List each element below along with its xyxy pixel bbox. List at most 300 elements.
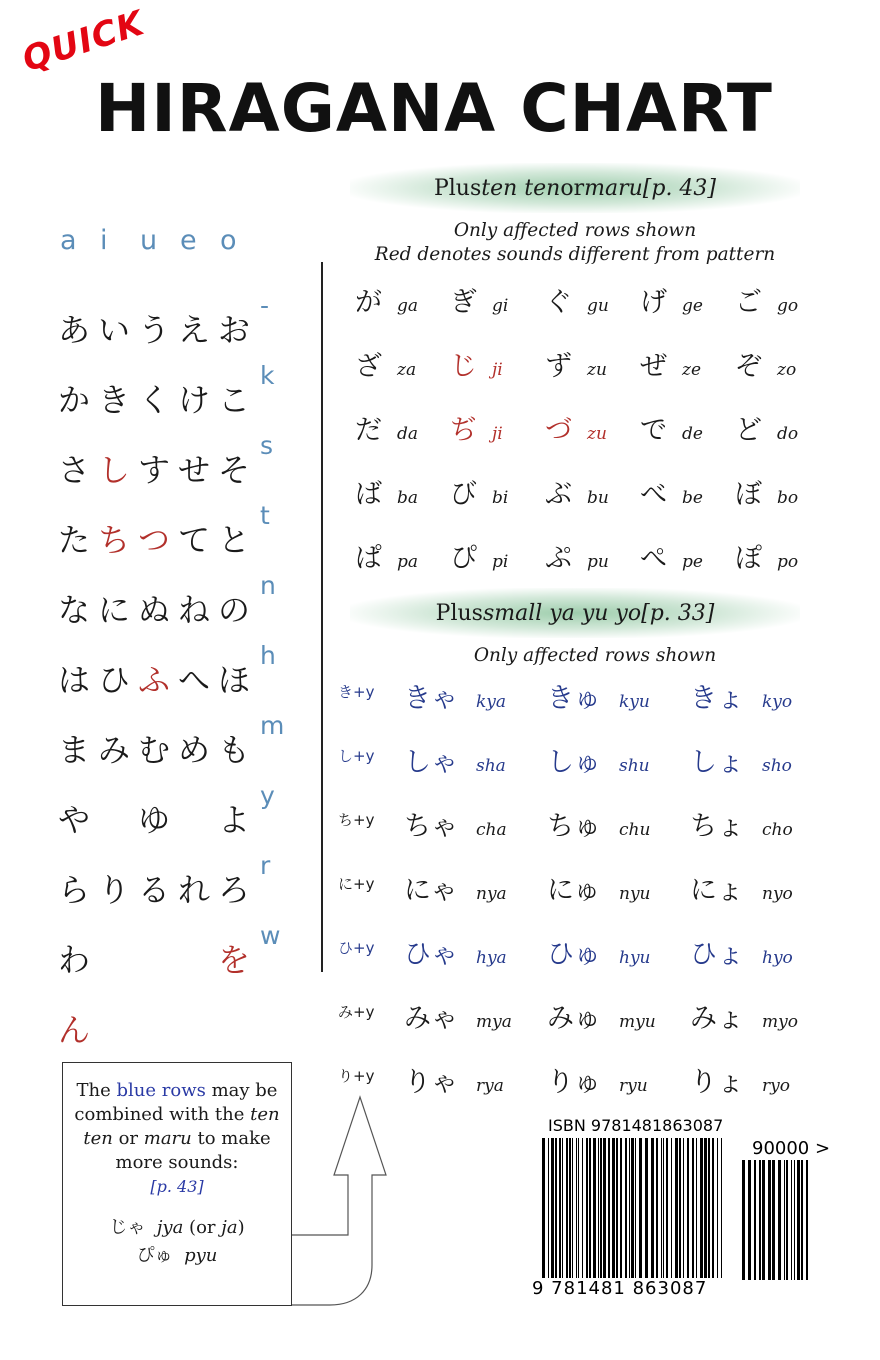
dakuten-kana: ぴ — [450, 543, 477, 574]
barcode-bar — [598, 1138, 599, 1278]
youon-header-pre: Plus — [435, 600, 483, 626]
dakuten-romaji: ji — [492, 424, 503, 444]
dakuten-kana: ぽ — [735, 543, 762, 574]
dakuten-cell — [545, 472, 640, 522]
youon-cell — [404, 868, 547, 907]
barcode-bar — [754, 1160, 756, 1280]
youon-kana: ちゅ — [547, 811, 601, 842]
dakuten-cell — [450, 472, 545, 522]
youon-note: Only affected rows shown — [473, 645, 717, 666]
dakuten-kana: ぞ — [735, 351, 762, 382]
barcode-bar — [762, 1160, 765, 1280]
kana-cell: ら — [58, 871, 91, 909]
consonant-label: - — [260, 291, 270, 320]
barcode-bar — [692, 1138, 694, 1278]
note-box-examples — [63, 1214, 291, 1270]
youon-kana: ちょ — [690, 811, 744, 842]
note-ex1-close: ) — [237, 1217, 245, 1238]
kana-cell: け — [178, 381, 211, 419]
arrow-icon — [290, 1085, 400, 1315]
barcode-bar — [631, 1138, 634, 1278]
empty-cell — [98, 1005, 138, 1055]
barcode-bar — [572, 1138, 573, 1278]
dakuten-romaji: ge — [682, 296, 703, 316]
note-blue-rows: blue rows — [116, 1080, 206, 1101]
isbn-number: 9 781481 863087 — [532, 1278, 708, 1299]
youon-cell — [404, 676, 547, 715]
youon-romaji: rya — [476, 1076, 504, 1096]
youon-romaji: ryo — [762, 1076, 790, 1096]
dakuten-note-line2: Red denotes sounds different from pattern — [374, 244, 776, 265]
dakuten-kana: べ — [640, 479, 667, 510]
kana-cell: か — [58, 381, 91, 419]
dakuten-romaji: bo — [777, 488, 799, 508]
kana-cell: さ — [58, 451, 91, 489]
barcode-bar — [578, 1138, 579, 1278]
youon-kana: しゃ — [404, 747, 458, 778]
barcode-bar — [742, 1160, 745, 1280]
youon-romaji: nyo — [762, 884, 793, 904]
kana-cell: こ — [218, 381, 251, 419]
youon-row-label: き+y — [338, 683, 375, 701]
dakuten-row — [355, 472, 830, 522]
barcode-bar — [666, 1138, 668, 1278]
dakuten-romaji: zo — [777, 360, 797, 380]
kana-cell: や — [58, 801, 91, 839]
consonant-label — [260, 991, 290, 1041]
dakuten-header-tenten: ten ten — [481, 175, 561, 201]
kana-cell: を — [218, 941, 251, 979]
note-box-ref: [p. 43] — [150, 1177, 204, 1196]
dakuten-row — [355, 280, 830, 330]
kana-cell: つ — [138, 521, 171, 559]
youon-row-label: ち+y — [338, 811, 375, 829]
dakuten-romaji: gu — [587, 296, 609, 316]
youon-cell — [547, 932, 690, 971]
main-row — [58, 361, 290, 425]
youon-cell — [404, 932, 547, 971]
consonant-label: s — [260, 431, 274, 460]
main-row — [58, 781, 290, 845]
barcode-bar — [786, 1160, 788, 1280]
youon-row — [338, 676, 833, 726]
note-ten-ten: ten ten — [83, 1104, 280, 1149]
youon-cell — [547, 676, 690, 715]
dakuten-header-maru: maru — [584, 175, 643, 201]
dakuten-romaji: do — [777, 424, 799, 444]
kana-cell: ゆ — [138, 801, 171, 839]
barcode-bar — [671, 1138, 672, 1278]
consonant-label: m — [260, 711, 285, 740]
youon-cell — [690, 932, 833, 971]
vowel-label: i — [100, 225, 108, 256]
youon-cell — [547, 868, 690, 907]
main-row — [58, 711, 290, 775]
youon-cell — [690, 996, 833, 1035]
youon-romaji: sha — [476, 756, 506, 776]
youon-kana: きゃ — [404, 683, 458, 714]
dakuten-cell — [545, 280, 640, 330]
dakuten-kana: ず — [545, 351, 572, 382]
kana-cell: わ — [58, 941, 91, 979]
note-maru: maru — [143, 1128, 192, 1149]
dakuten-romaji: go — [777, 296, 799, 316]
main-row — [58, 571, 290, 635]
dakuten-cell — [545, 344, 640, 394]
vowel-header — [60, 225, 260, 256]
youon-romaji: shu — [619, 756, 650, 776]
kana-cell: す — [138, 451, 171, 489]
kana-cell: ち — [98, 521, 131, 559]
barcode-bar — [562, 1138, 563, 1278]
youon-kana: にょ — [690, 875, 744, 906]
barcode-bar — [645, 1138, 648, 1278]
main-row — [58, 851, 290, 915]
youon-cell — [404, 804, 547, 843]
price-code-label: 90000 > — [752, 1138, 831, 1159]
dakuten-header-pre: Plus — [433, 175, 482, 201]
barcode-bar — [748, 1160, 751, 1280]
dakuten-kana: ご — [735, 287, 762, 318]
consonant-label: k — [260, 361, 275, 390]
barcode-bar — [616, 1138, 618, 1278]
barcode-bar — [717, 1138, 718, 1278]
empty-cell — [178, 1005, 218, 1055]
main-row — [58, 641, 290, 705]
barcode-bar — [576, 1138, 577, 1278]
empty-cell — [138, 1005, 178, 1055]
youon-romaji: cha — [476, 820, 507, 840]
kana-cell: う — [138, 311, 171, 349]
youon-romaji: ryu — [619, 1076, 648, 1096]
youon-row — [338, 804, 833, 854]
note-ex2-romaji: pyu — [184, 1245, 218, 1266]
kana-cell: き — [98, 381, 131, 419]
kana-cell: の — [218, 591, 251, 629]
note-example-2 — [63, 1242, 291, 1270]
kana-cell: は — [58, 661, 91, 699]
youon-cell — [404, 1060, 547, 1099]
barcode-bar — [801, 1160, 803, 1280]
dakuten-romaji: zu — [587, 360, 607, 380]
barcode-bar — [625, 1138, 627, 1278]
dakuten-kana: だ — [355, 415, 382, 446]
dakuten-romaji: be — [682, 488, 703, 508]
dakuten-cell — [450, 408, 545, 458]
isbn-barcode — [540, 1138, 725, 1278]
main-row — [58, 1005, 290, 1055]
barcode-bar — [608, 1138, 610, 1278]
kana-cell: と — [218, 521, 251, 559]
kana-cell: せ — [178, 451, 211, 489]
youon-kana: にゃ — [404, 875, 458, 906]
youon-romaji: chu — [619, 820, 651, 840]
youon-cell — [547, 804, 690, 843]
youon-cell — [690, 804, 833, 843]
quick-label: QUICK — [17, 3, 150, 81]
dakuten-cell — [355, 280, 450, 330]
barcode-bar — [569, 1138, 571, 1278]
youon-kana: にゅ — [547, 875, 601, 906]
dakuten-romaji: ba — [397, 488, 419, 508]
page-title: HIRAGANA CHART — [95, 70, 773, 147]
barcode-bar — [551, 1138, 554, 1278]
barcode-bar — [696, 1138, 697, 1278]
note-ex1-romaji: jya — [156, 1217, 184, 1238]
note-ex1-alt: ja — [221, 1217, 238, 1238]
barcode-bar — [620, 1138, 622, 1278]
note-example-1 — [63, 1214, 291, 1242]
note-text-4: to make more sounds: — [115, 1128, 271, 1173]
dakuten-romaji: pa — [397, 552, 419, 572]
note-ex2-kana: ぴゅ — [136, 1245, 173, 1266]
dakuten-kana: ぼ — [735, 479, 762, 510]
barcode-bar — [663, 1138, 664, 1278]
kana-cell: あ — [58, 311, 91, 349]
kana-cell: た — [58, 521, 91, 559]
vowel-label: e — [180, 225, 197, 256]
dakuten-romaji: ze — [682, 360, 702, 380]
dakuten-kana: ど — [735, 415, 762, 446]
main-row — [58, 431, 290, 495]
dakuten-kana: ぎ — [450, 287, 477, 318]
dakuten-cell — [640, 408, 735, 458]
dakuten-kana: で — [640, 415, 667, 446]
youon-row-label: り+y — [338, 1067, 375, 1085]
vowel-label: o — [220, 225, 237, 256]
dakuten-header-ref: [p. 43] — [642, 175, 717, 201]
barcode-bar — [661, 1138, 662, 1278]
youon-cell — [547, 740, 690, 779]
youon-row — [338, 740, 833, 790]
kana-cell — [178, 935, 218, 985]
kana-cell: ふ — [138, 661, 171, 699]
dakuten-romaji: bi — [492, 488, 509, 508]
kana-cell: ほ — [218, 661, 251, 699]
dakuten-row — [355, 536, 830, 586]
youon-romaji: nyu — [619, 884, 651, 904]
youon-romaji: hya — [476, 948, 507, 968]
barcode-bar — [603, 1138, 606, 1278]
youon-row-label: し+y — [338, 747, 375, 765]
kana-cell — [138, 935, 178, 985]
barcode-bar — [586, 1138, 588, 1278]
barcode-bar — [700, 1138, 703, 1278]
dakuten-romaji: ga — [397, 296, 419, 316]
kana-cell: れ — [178, 871, 211, 909]
youon-cell — [404, 740, 547, 779]
dakuten-cell — [450, 344, 545, 394]
kana-cell: に — [98, 591, 131, 629]
dakuten-kana: び — [450, 479, 477, 510]
barcode-bar — [651, 1138, 654, 1278]
barcode-bar — [656, 1138, 658, 1278]
kana-cell: お — [218, 311, 251, 349]
dakuten-cell — [640, 472, 735, 522]
empty-cell — [218, 1005, 258, 1055]
dakuten-kana: ば — [355, 479, 382, 510]
youon-romaji: nya — [476, 884, 507, 904]
barcode-bar — [559, 1138, 561, 1278]
dakuten-header-or: or — [560, 175, 585, 201]
youon-kana: みゃ — [404, 1003, 458, 1034]
kana-cell: ぬ — [138, 591, 171, 629]
youon-header-small: small ya yu yo — [482, 600, 642, 626]
dakuten-cell — [355, 344, 450, 394]
kana-cell: し — [98, 451, 131, 489]
barcode-bar — [759, 1160, 761, 1280]
barcode-bar — [679, 1138, 681, 1278]
dakuten-romaji: pi — [492, 552, 509, 572]
youon-row-label: に+y — [338, 875, 375, 893]
kana-cell: よ — [218, 801, 251, 839]
dakuten-kana: ぢ — [450, 415, 477, 446]
dakuten-kana: じ — [450, 351, 477, 382]
kana-cell — [98, 795, 138, 845]
kana-cell: え — [178, 311, 211, 349]
dakuten-note-line1: Only affected rows shown — [453, 220, 697, 241]
kana-cell — [178, 795, 218, 845]
barcode-bar — [712, 1138, 714, 1278]
kana-cell: へ — [178, 661, 211, 699]
kana-cell: み — [98, 731, 131, 769]
dakuten-romaji: pe — [682, 552, 703, 572]
dakuten-kana: げ — [640, 287, 667, 318]
barcode-bar — [794, 1160, 795, 1280]
barcode-bar — [675, 1138, 678, 1278]
kana-cell: そ — [218, 451, 251, 489]
youon-romaji: mya — [476, 1012, 512, 1032]
note-box-text — [63, 1079, 291, 1175]
youon-row-label: み+y — [338, 1003, 375, 1021]
dakuten-cell — [735, 472, 830, 522]
youon-kana: りゅ — [547, 1067, 601, 1098]
youon-cell — [690, 868, 833, 907]
dakuten-kana: ぺ — [640, 543, 667, 574]
youon-cell — [547, 1060, 690, 1099]
kana-cell: も — [218, 731, 251, 769]
dakuten-kana: ざ — [355, 351, 382, 382]
isbn-label: ISBN 9781481863087 — [548, 1116, 724, 1135]
barcode-bar — [772, 1160, 775, 1280]
barcode-bar — [704, 1138, 707, 1278]
dakuten-kana: ぶ — [545, 479, 572, 510]
consonant-label: r — [260, 851, 271, 880]
consonant-label: w — [260, 921, 281, 950]
barcode-bar — [566, 1138, 568, 1278]
barcode-bar — [629, 1138, 630, 1278]
dakuten-kana: ぜ — [640, 351, 667, 382]
barcode-bar — [555, 1138, 557, 1278]
main-row — [58, 501, 290, 565]
note-text-3: or — [112, 1128, 144, 1149]
barcode-bar — [548, 1138, 549, 1278]
kana-cell: ま — [58, 731, 91, 769]
dakuten-cell — [355, 536, 450, 586]
youon-kana: みゅ — [547, 1003, 601, 1034]
dakuten-cell — [545, 408, 640, 458]
dakuten-kana: が — [355, 287, 382, 318]
kana-cell: て — [178, 521, 211, 559]
youon-romaji: sho — [762, 756, 792, 776]
dakuten-cell — [640, 344, 735, 394]
youon-kana: ちゃ — [404, 811, 458, 842]
youon-kana: しょ — [690, 747, 744, 778]
dakuten-row — [355, 408, 830, 458]
barcode-bar — [683, 1138, 684, 1278]
barcode-bar — [635, 1138, 636, 1278]
dakuten-row — [355, 344, 830, 394]
main-row — [58, 291, 290, 355]
youon-romaji: kya — [476, 692, 507, 712]
dakuten-cell — [355, 472, 450, 522]
youon-romaji: myu — [619, 1012, 656, 1032]
barcode-bar — [593, 1138, 596, 1278]
kana-cell: ね — [178, 591, 211, 629]
youon-kana: みょ — [690, 1003, 744, 1034]
youon-kana: しゅ — [547, 747, 601, 778]
consonant-label: h — [260, 641, 276, 670]
barcode-bar — [768, 1160, 771, 1280]
youon-row — [338, 868, 833, 918]
barcode-bar — [721, 1138, 722, 1278]
dakuten-romaji: za — [397, 360, 417, 380]
kana-cell: る — [138, 871, 171, 909]
dakuten-kana: づ — [545, 415, 572, 446]
kana-cell: ひ — [98, 661, 131, 699]
dakuten-romaji: de — [682, 424, 703, 444]
main-row — [58, 921, 290, 985]
youon-kana: ひょ — [690, 939, 744, 970]
dakuten-kana: ぱ — [355, 543, 382, 574]
dakuten-cell — [640, 536, 735, 586]
vowel-label: a — [60, 225, 77, 256]
barcode-bar — [806, 1160, 808, 1280]
kana-cell: り — [98, 871, 131, 909]
dakuten-cell — [735, 408, 830, 458]
consonant-label: n — [260, 571, 276, 600]
consonant-label: t — [260, 501, 270, 530]
consonant-label: y — [260, 781, 275, 810]
barcode-bar — [791, 1160, 792, 1280]
kana-cell: ん — [58, 1011, 91, 1049]
youon-row — [338, 1060, 833, 1110]
youon-cell — [690, 740, 833, 779]
youon-kana: きゅ — [547, 683, 601, 714]
dakuten-cell — [735, 536, 830, 586]
youon-row — [338, 996, 833, 1046]
youon-kana: ひゅ — [547, 939, 601, 970]
dakuten-kana: ぷ — [545, 543, 572, 574]
dakuten-header — [350, 163, 800, 213]
youon-row — [338, 932, 833, 982]
kana-cell: む — [138, 731, 171, 769]
barcode-bar — [612, 1138, 615, 1278]
dakuten-note — [360, 219, 790, 267]
dakuten-romaji: da — [397, 424, 419, 444]
youon-romaji: hyu — [619, 948, 651, 968]
kana-cell: い — [98, 311, 131, 349]
dakuten-romaji: bu — [587, 488, 609, 508]
note-ex1-or: (or — [183, 1217, 222, 1238]
dakuten-cell — [450, 536, 545, 586]
divider-line — [321, 262, 323, 972]
dakuten-cell — [450, 280, 545, 330]
youon-romaji: myo — [762, 1012, 798, 1032]
youon-romaji: cho — [762, 820, 793, 840]
kana-cell — [98, 935, 138, 985]
dakuten-cell — [735, 280, 830, 330]
